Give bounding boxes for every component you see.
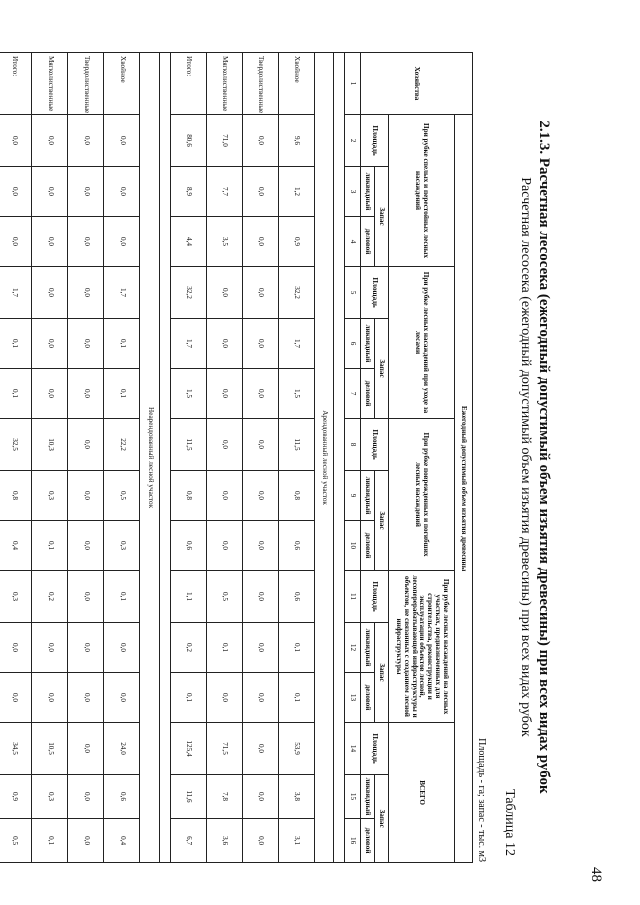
units-note: Площадь - га; запас - тыс. м3 — [476, 738, 487, 862]
column-number: 16 — [345, 819, 361, 863]
table-label: Таблица 12 — [502, 789, 517, 856]
table-cell: 0,6 — [278, 571, 314, 623]
table-cell: 4,4 — [170, 217, 206, 267]
table-cell: 0,0 — [242, 775, 278, 819]
header-stock: Запас — [375, 775, 389, 863]
table-cell: 0,1 — [170, 673, 206, 723]
table-cell: 7,8 — [206, 775, 242, 819]
table-cell: 11,5 — [170, 419, 206, 471]
column-number: 12 — [345, 623, 361, 673]
row-farm-name: Итого: — [170, 53, 206, 115]
table-cell: 0,0 — [32, 673, 68, 723]
table-cell: 0,0 — [68, 419, 104, 471]
table-cell: 0,1 — [32, 819, 68, 863]
header-business: деловой — [361, 217, 375, 267]
column-number: 13 — [345, 673, 361, 723]
table-cell: 0,0 — [242, 521, 278, 571]
table-cell: 0,0 — [104, 115, 140, 167]
table-cell: 3,6 — [206, 819, 242, 863]
section-spacer — [334, 53, 345, 863]
table-cell: 0,0 — [242, 723, 278, 775]
table-cell: 34,5 — [0, 723, 32, 775]
table-cell: 0,4 — [104, 819, 140, 863]
column-number: 6 — [345, 319, 361, 369]
header-farm: Хозяйства — [361, 53, 473, 115]
table-cell: 1,7 — [104, 267, 140, 319]
table-cell: 0,0 — [104, 217, 140, 267]
table-cell: 0,0 — [32, 319, 68, 369]
table-cell: 0,9 — [0, 775, 32, 819]
table-cell: 0,0 — [206, 419, 242, 471]
table-cell: 0,0 — [0, 217, 32, 267]
table-cell: 0,4 — [0, 521, 32, 571]
table-cell: 0,0 — [242, 419, 278, 471]
header-business: деловой — [361, 369, 375, 419]
table-cell: 0,0 — [206, 369, 242, 419]
table-cell: 0,3 — [0, 571, 32, 623]
table-cell: 0,1 — [206, 623, 242, 673]
table-cell: 1,5 — [170, 369, 206, 419]
table-cell: 0,0 — [242, 319, 278, 369]
table-cell: 0,0 — [206, 673, 242, 723]
header-stock: Запас — [375, 471, 389, 571]
column-number: 4 — [345, 217, 361, 267]
table-cell: 0,0 — [242, 623, 278, 673]
table-cell: 0,0 — [68, 571, 104, 623]
page-number: 48 — [588, 867, 604, 882]
table-cell: 10,3 — [32, 419, 68, 471]
row-farm-name: Хвойное — [278, 53, 314, 115]
column-number: 7 — [345, 369, 361, 419]
table-cell: 1,5 — [278, 369, 314, 419]
header-area: Площадь — [361, 571, 389, 623]
table-cell: 0,5 — [0, 819, 32, 863]
row-farm-name: Хвойное — [104, 53, 140, 115]
table-cell: 0,2 — [170, 623, 206, 673]
column-number: 14 — [345, 723, 361, 775]
table-cell: 0,1 — [104, 319, 140, 369]
table-row — [278, 53, 314, 863]
table-cell: 0,0 — [242, 369, 278, 419]
table-cell: 1,2 — [278, 167, 314, 217]
table-cell: 0,8 — [278, 471, 314, 521]
header-business: деловой — [361, 521, 375, 571]
table-cell: 0,6 — [170, 521, 206, 571]
table-cell: 0,3 — [104, 521, 140, 571]
table-cell: 0,0 — [68, 471, 104, 521]
header-area: Площадь — [361, 115, 389, 167]
table-cell: 11,5 — [278, 419, 314, 471]
table-cell: 0,3 — [32, 471, 68, 521]
table-cell: 0,2 — [32, 571, 68, 623]
table-cell: 32,2 — [170, 267, 206, 319]
table-cell: 8,9 — [170, 167, 206, 217]
section-title-row: Неарендованный лесной участок — [140, 53, 159, 863]
table-cell: 0,0 — [32, 115, 68, 167]
table-cell: 0,0 — [68, 521, 104, 571]
table-cell: 0,0 — [32, 267, 68, 319]
table-cell: 0,5 — [206, 571, 242, 623]
table-cell: 0,0 — [104, 167, 140, 217]
row-farm-name: Твердолиственные — [68, 53, 104, 115]
row-farm-name: Мягколиственные — [32, 53, 68, 115]
header-business: деловой — [361, 673, 375, 723]
table-cell: 0,0 — [0, 115, 32, 167]
column-number: 11 — [345, 571, 361, 623]
table-row — [68, 53, 104, 863]
table-cell: 0,0 — [68, 775, 104, 819]
table-cell: 1,1 — [170, 571, 206, 623]
table-row — [104, 53, 140, 863]
column-number: 15 — [345, 775, 361, 819]
table-cell: 0,5 — [104, 471, 140, 521]
table-cell: 0,1 — [32, 521, 68, 571]
table-cell: 0,1 — [104, 369, 140, 419]
header-area: Площадь — [361, 267, 389, 319]
table-cell: 0,9 — [278, 217, 314, 267]
table-cell: 0,0 — [0, 623, 32, 673]
table-cell: 80,6 — [170, 115, 206, 167]
table-cell: 0,0 — [0, 167, 32, 217]
header-group-mature: При рубке спелых и перестойных лесных насаждений — [389, 115, 455, 267]
table-cell: 0,0 — [242, 571, 278, 623]
header-area: Площадь — [361, 419, 389, 471]
table-cell: 6,7 — [170, 819, 206, 863]
table-cell: 0,0 — [242, 115, 278, 167]
table-cell: 0,0 — [206, 471, 242, 521]
header-group-total: ВСЕГО — [389, 723, 455, 863]
table-body — [0, 53, 345, 863]
table-cell: 1,7 — [278, 319, 314, 369]
table-cell: 0,1 — [278, 673, 314, 723]
table-cell: 0,6 — [104, 775, 140, 819]
row-farm-name: Итого: — [0, 53, 32, 115]
header-liquid: ликвидный — [361, 167, 375, 217]
column-number: 2 — [345, 115, 361, 167]
table-cell: 10,5 — [32, 723, 68, 775]
table-cell: 32,2 — [278, 267, 314, 319]
header-liquid: ликвидный — [361, 471, 375, 521]
row-farm-name: Мягколиственные — [206, 53, 242, 115]
table-cell: 24,0 — [104, 723, 140, 775]
header-stock: Запас — [375, 623, 389, 723]
table-cell: 0,0 — [32, 369, 68, 419]
row-farm-name: Твердолиственные — [242, 53, 278, 115]
table-cell: 0,0 — [68, 723, 104, 775]
table-cell: 71,0 — [206, 115, 242, 167]
table-cell: 0,0 — [104, 623, 140, 673]
table-cell: 22,2 — [104, 419, 140, 471]
table-cell: 0,0 — [206, 267, 242, 319]
table-cell: 1,7 — [0, 267, 32, 319]
section-title-row: Арендованный лесной участок — [314, 53, 333, 863]
column-number: 9 — [345, 471, 361, 521]
header-group-thinning: При рубке лесных насаждений при уходе за лесами — [389, 267, 455, 419]
column-number: 8 — [345, 419, 361, 471]
table-cell: 0,0 — [242, 819, 278, 863]
header-business: деловой — [361, 819, 375, 863]
header-liquid: ликвидный — [361, 623, 375, 673]
table-cell: 0,0 — [242, 167, 278, 217]
table-cell: 1,7 — [170, 319, 206, 369]
rotated-document-body — [0, 52, 553, 862]
column-number: 1 — [345, 53, 361, 115]
header-group-damaged: При рубке поврежденных и погибших лесных насаждений — [389, 419, 455, 571]
table-cell: 9,6 — [278, 115, 314, 167]
table-cell: 0,8 — [170, 471, 206, 521]
allowed-cut-table — [0, 52, 473, 863]
table-cell: 0,0 — [242, 673, 278, 723]
table-cell: 0,1 — [0, 319, 32, 369]
table-cell: 3,8 — [278, 775, 314, 819]
section-title: 2.1.3. Расчетная лесосека (ежегодный допустимый объем изъятия древесины) при всех видах рубок — [536, 120, 552, 794]
column-number: 10 — [345, 521, 361, 571]
table-cell: 0,0 — [68, 369, 104, 419]
table-cell: 0,1 — [278, 623, 314, 673]
table-cell: 0,0 — [68, 167, 104, 217]
table-cell: 0,0 — [68, 267, 104, 319]
table-cell: 125,4 — [170, 723, 206, 775]
table-cell: 3,1 — [278, 819, 314, 863]
table-row — [206, 53, 242, 863]
section-spacer — [159, 53, 170, 863]
table-row — [242, 53, 278, 863]
table-cell: 7,7 — [206, 167, 242, 217]
table-caption: Расчетная лесосека (ежегодный допустимый объем изъятия древесины) при всех видах рубок — [518, 177, 533, 737]
table-cell: 0,3 — [32, 775, 68, 819]
table-cell: 3,5 — [206, 217, 242, 267]
table-cell: 0,0 — [0, 673, 32, 723]
table-cell: 0,0 — [68, 217, 104, 267]
table-cell: 0,1 — [0, 369, 32, 419]
column-number: 5 — [345, 267, 361, 319]
table-cell: 53,9 — [278, 723, 314, 775]
header-liquid: ликвидный — [361, 319, 375, 369]
table-row — [32, 53, 68, 863]
table-cell: 0,0 — [68, 673, 104, 723]
table-cell: 0,0 — [32, 217, 68, 267]
table-cell: 0,0 — [32, 167, 68, 217]
header-stock: Запас — [375, 319, 389, 419]
table-row — [170, 53, 206, 863]
header-liquid: ликвидный — [361, 775, 375, 819]
table-cell: 0,8 — [0, 471, 32, 521]
table-cell: 0,1 — [104, 571, 140, 623]
header-stock: Запас — [375, 167, 389, 267]
table-row — [0, 53, 32, 863]
table-cell: 0,0 — [104, 673, 140, 723]
column-number: 3 — [345, 167, 361, 217]
header-allowed-volume: Ежегодный допустимый объем изъятия древесины — [455, 115, 473, 863]
header-group-infrastructure: При рубке лесных насаждений на лесных участках, предназначенных для строительства, реконструкции и эксплуатации объектов лесной, лесоперерабатывающей инфраструктуры и объектов, не связанных с созданием лесной инфраструктуры — [389, 571, 455, 723]
table-cell: 0,0 — [206, 521, 242, 571]
table-cell: 0,0 — [242, 471, 278, 521]
table-cell: 0,0 — [68, 623, 104, 673]
table-cell: 0,0 — [68, 115, 104, 167]
table-cell: 71,5 — [206, 723, 242, 775]
table-cell: 0,0 — [68, 819, 104, 863]
table-cell: 0,0 — [32, 623, 68, 673]
table-cell: 11,6 — [170, 775, 206, 819]
table-cell: 0,0 — [242, 267, 278, 319]
table-cell: 32,5 — [0, 419, 32, 471]
table-cell: 0,0 — [206, 319, 242, 369]
table-cell: 0,0 — [242, 217, 278, 267]
header-area: Площадь — [361, 723, 389, 775]
column-number-row — [345, 53, 361, 863]
table-cell: 0,6 — [278, 521, 314, 571]
table-cell: 0,0 — [68, 319, 104, 369]
